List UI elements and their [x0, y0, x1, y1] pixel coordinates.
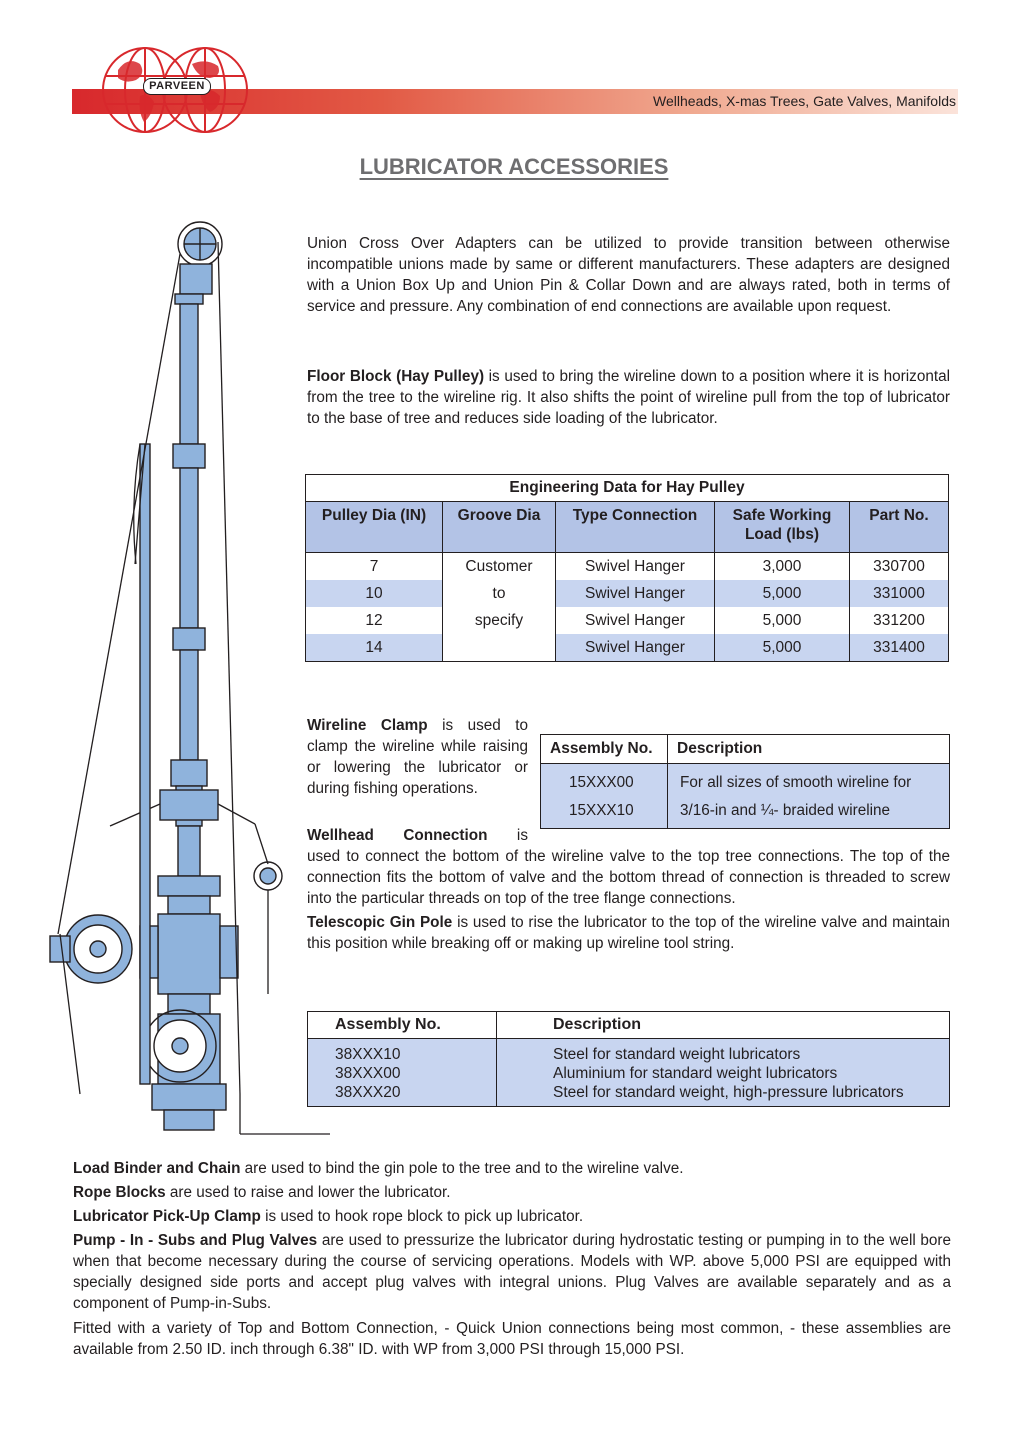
- col-header-assembly-no: Assembly No.: [541, 735, 668, 764]
- cell-groove: specify: [443, 607, 556, 634]
- cell-dia: 12: [306, 607, 443, 634]
- cell-type: Swivel Hanger: [556, 634, 715, 662]
- cell-dia: 10: [306, 580, 443, 607]
- lubricator-wellhead-illustration: [40, 214, 340, 1144]
- list-item: Steel for standard weight, high-pressure lubricators: [553, 1084, 904, 1101]
- wellhead-connection-heading: [307, 825, 528, 846]
- list-item: Steel for standard weight lubricators: [553, 1046, 801, 1063]
- table-row: [541, 797, 950, 829]
- hay-pulley-table-caption: Engineering Data for Hay Pulley: [306, 475, 949, 502]
- bottom-section: [73, 1158, 951, 1360]
- assembly-no-list: [308, 1039, 497, 1107]
- gin-pole-paragraph: [307, 912, 950, 954]
- description-list: [497, 1039, 950, 1107]
- cell-part: 331200: [850, 607, 949, 634]
- cell-type: Swivel Hanger: [556, 580, 715, 607]
- cell-part: 330700: [850, 553, 949, 581]
- page-title: LUBRICATOR ACCESSORIES: [359, 154, 669, 179]
- wireline-clamp-term: Wireline Clamp: [307, 717, 428, 734]
- wellhead-connection-term: Wellhead Connection: [307, 827, 488, 844]
- list-item: Aluminium for standard weight lubricators: [553, 1065, 838, 1082]
- cell-load: 5,000: [715, 607, 850, 634]
- col-header-description: Description: [497, 1012, 950, 1039]
- cell-load: 5,000: [715, 634, 850, 662]
- pickup-clamp-paragraph: [73, 1206, 951, 1227]
- rope-blocks-paragraph: [73, 1182, 951, 1203]
- wellhead-connection-paragraph: [307, 846, 950, 909]
- wellhead-connection-suffix: is: [487, 827, 528, 844]
- wireline-clamp-paragraph: [307, 715, 528, 799]
- gin-pole-term: Telescopic Gin Pole: [307, 914, 453, 931]
- rope-blocks-term: Rope Blocks: [73, 1184, 166, 1201]
- col-header-assembly-no: Assembly No.: [308, 1012, 497, 1039]
- table-row: [306, 634, 949, 662]
- cell-load: 5,000: [715, 580, 850, 607]
- load-binder-term: Load Binder and Chain: [73, 1160, 241, 1177]
- pump-in-text: are used to pressurize the lubricator during hydrostatic testing or pumping in to the well bore when that become necessary during the course of servicing operations. Models with WP. above 5,000 PSI are equipped with specially designed side ports and accept plug valves with integral unions. Plug Valves are available separately and as a component of Pump-in-Subs.: [73, 1232, 951, 1312]
- cell-dia: 7: [306, 553, 443, 581]
- intro-text: Union Cross Over Adapters can be utilized to provide transition between otherwise incompatible unions made by same or different manufacturers. These adapters are designed with a Union Box Up and Union Pin & Collar Down and are always rated, both in terms of service and pressure. Any combination of end connections are available upon request.: [307, 235, 950, 315]
- cell-load: 3,000: [715, 553, 850, 581]
- pump-in-term: Pump - In - Subs and Plug Valves: [73, 1232, 318, 1249]
- wellhead-connection-text: used to connect the bottom of the wireline valve to the top tree connections. The top of the connection fits the bottom of valve and the bottom thread of connection is threaded to screw into the particular threads on top of the tree flange connections.: [307, 848, 950, 907]
- gin-pole-table: [307, 1011, 950, 1107]
- header-tagline: Wellheads, X-mas Trees, Gate Valves, Manifolds: [653, 93, 956, 109]
- floor-block-paragraph: [307, 366, 950, 429]
- table-row: [541, 764, 950, 798]
- pickup-clamp-text: is used to hook rope block to pick up lubricator.: [260, 1208, 584, 1225]
- list-item: 38XXX20: [335, 1084, 401, 1101]
- col-header-type-connection: Type Connection: [556, 502, 715, 553]
- cell-type: Swivel Hanger: [556, 607, 715, 634]
- fitted-text: Fitted with a variety of Top and Bottom Connection, - Quick Union connections being most common, - these assemblies are available from 2.50 ID. inch through 6.38" ID. with WP from 3,000 PSI through 15,000 PSI.: [73, 1320, 951, 1358]
- cell-groove: [443, 634, 556, 662]
- fitted-paragraph: [73, 1318, 951, 1360]
- cell-description: For all sizes of smooth wireline for: [668, 764, 950, 798]
- cell-dia: 14: [306, 634, 443, 662]
- load-binder-paragraph: [73, 1158, 951, 1179]
- cell-part: 331400: [850, 634, 949, 662]
- col-header-pulley-dia: Pulley Dia (IN): [306, 502, 443, 553]
- logo-label: PARVEEN: [143, 78, 211, 95]
- cell-assembly-no: 15XXX00: [541, 764, 668, 798]
- list-item: 38XXX00: [335, 1065, 401, 1082]
- table-row: [306, 580, 949, 607]
- list-item: 38XXX10: [335, 1046, 401, 1063]
- floor-block-term: Floor Block (Hay Pulley): [307, 368, 485, 385]
- intro-paragraph: [307, 233, 950, 317]
- col-header-part-no: Part No.: [850, 502, 949, 553]
- load-binder-text: are used to bind the gin pole to the tree and to the wireline valve.: [240, 1160, 684, 1177]
- hay-pulley-table: [305, 474, 949, 662]
- cell-assembly-no: 15XXX10: [541, 797, 668, 829]
- col-header-description: Description: [668, 735, 950, 764]
- cell-type: Swivel Hanger: [556, 553, 715, 581]
- cell-part: 331000: [850, 580, 949, 607]
- floor-block-text: is used to bring the wireline down to a position where it is horizontal from the tree to the wireline rig. It also shifts the point of wireline pull from the top of lubricator to the base of tree and reduces side loading of the lubricator.: [307, 368, 950, 427]
- col-header-safe-load: Safe Working Load (lbs): [715, 502, 850, 553]
- cell-description: 3/16-in and ¼- braided wireline: [668, 797, 950, 829]
- gin-pole-text: is used to rise the lubricator to the top of the wireline valve and maintain this position while breaking off or making up wireline tool string.: [307, 914, 950, 952]
- cell-groove: Customer: [443, 553, 556, 581]
- table-row: [306, 553, 949, 581]
- cell-groove: to: [443, 580, 556, 607]
- wireline-clamp-table: [540, 734, 950, 829]
- col-header-groove-dia: Groove Dia: [443, 502, 556, 553]
- wireline-clamp-text: is used to clamp the wireline while raising or lowering the lubricator or during fishing operations.: [307, 717, 528, 797]
- pickup-clamp-term: Lubricator Pick-Up Clamp: [73, 1208, 261, 1225]
- rope-blocks-text: are used to raise and lower the lubricator.: [165, 1184, 451, 1201]
- pump-in-paragraph: [73, 1230, 951, 1314]
- table-row: [306, 607, 949, 634]
